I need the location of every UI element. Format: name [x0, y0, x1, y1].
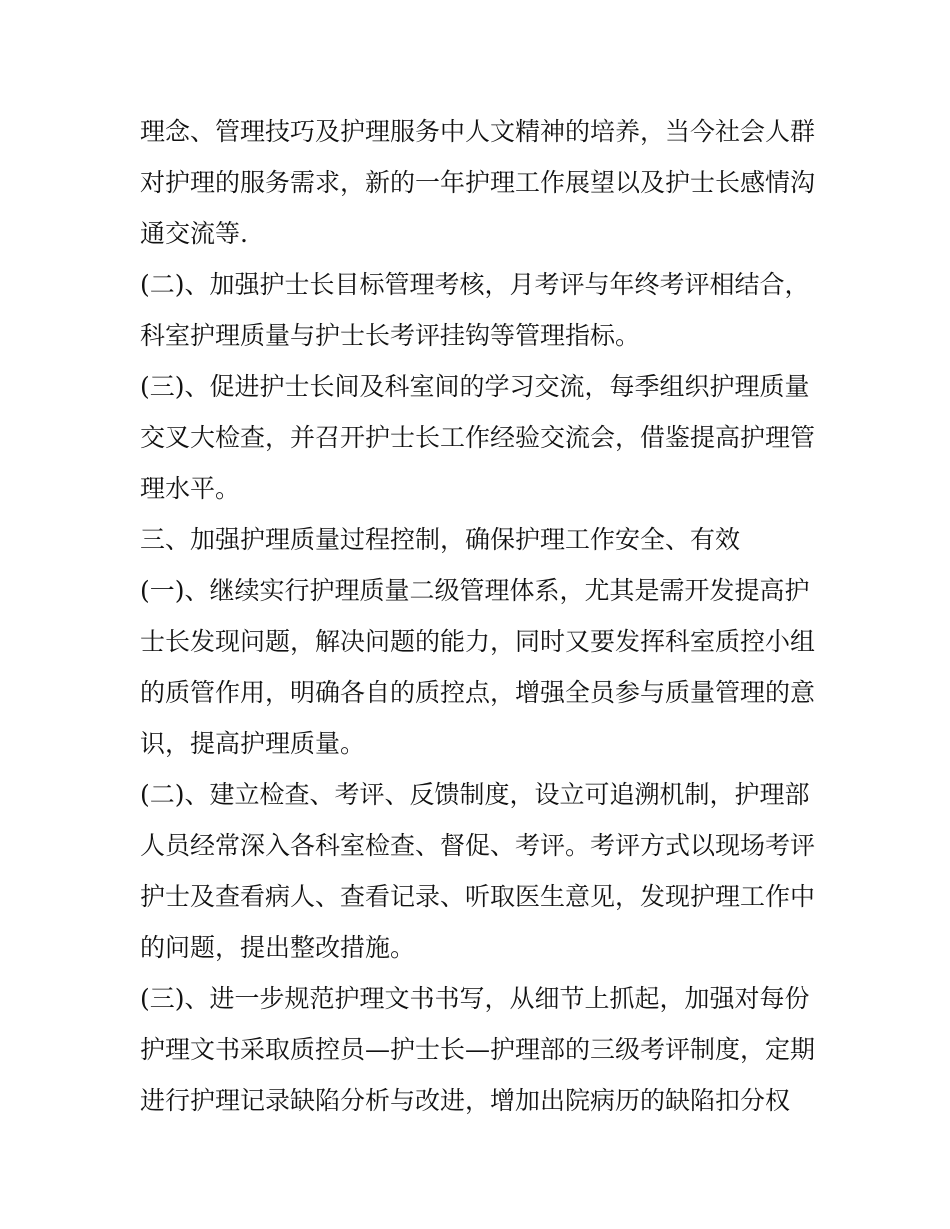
section-heading: 三、加强护理质量过程控制，确保护理工作安全、有效 [140, 525, 741, 554]
document-body [140, 106, 820, 1126]
text-line: 进行护理记录缺陷分析与改进，增加出院病历的缺陷扣分权 [140, 1086, 791, 1115]
text-line: 人员经常深入各科室检查、督促、考评。考评方式以现场考评 [140, 831, 816, 860]
text-line: 识，提高护理质量。 [140, 729, 366, 758]
text-line: (一)、继续实行护理质量二级管理体系，尤其是需开发提高护 [140, 576, 810, 605]
text-line: 的问题，提出整改措施。 [140, 933, 416, 962]
text-line: 士长发现问题，解决问题的能力，同时又要发挥科室质控小组 [140, 627, 816, 656]
text-line: 理念、管理技巧及护理服务中人文精神的培养，当今社会人群 [140, 117, 816, 146]
text-line: 理水平。 [140, 474, 241, 503]
text-line: (二)、加强护士长目标管理考核，月考评与年终考评相结合， [140, 270, 810, 299]
text-line: (二)、建立检查、考评、反馈制度，设立可追溯机制，护理部 [140, 780, 810, 809]
text-line: 护士及查看病人、查看记录、听取医生意见，发现护理工作中 [140, 882, 816, 911]
text-line: 通交流等. [140, 219, 248, 248]
text-line: 科室护理质量与护士长考评挂钩等管理指标。 [140, 321, 641, 350]
text-line: 护理文书采取质控员—护士长—护理部的三级考评制度，定期 [140, 1035, 816, 1064]
text-line: 的质管作用，明确各自的质控点，增强全员参与质量管理的意 [140, 678, 816, 707]
text-line: 对护理的服务需求，新的一年护理工作展望以及护士长感情沟 [140, 168, 816, 197]
text-line: (三)、促进护士长间及科室间的学习交流，每季组织护理质量 [140, 372, 810, 401]
text-line: 交叉大检查，并召开护士长工作经验交流会，借鉴提高护理管 [140, 423, 816, 452]
text-line: (三)、进一步规范护理文书书写，从细节上抓起，加强对每份 [140, 984, 810, 1013]
